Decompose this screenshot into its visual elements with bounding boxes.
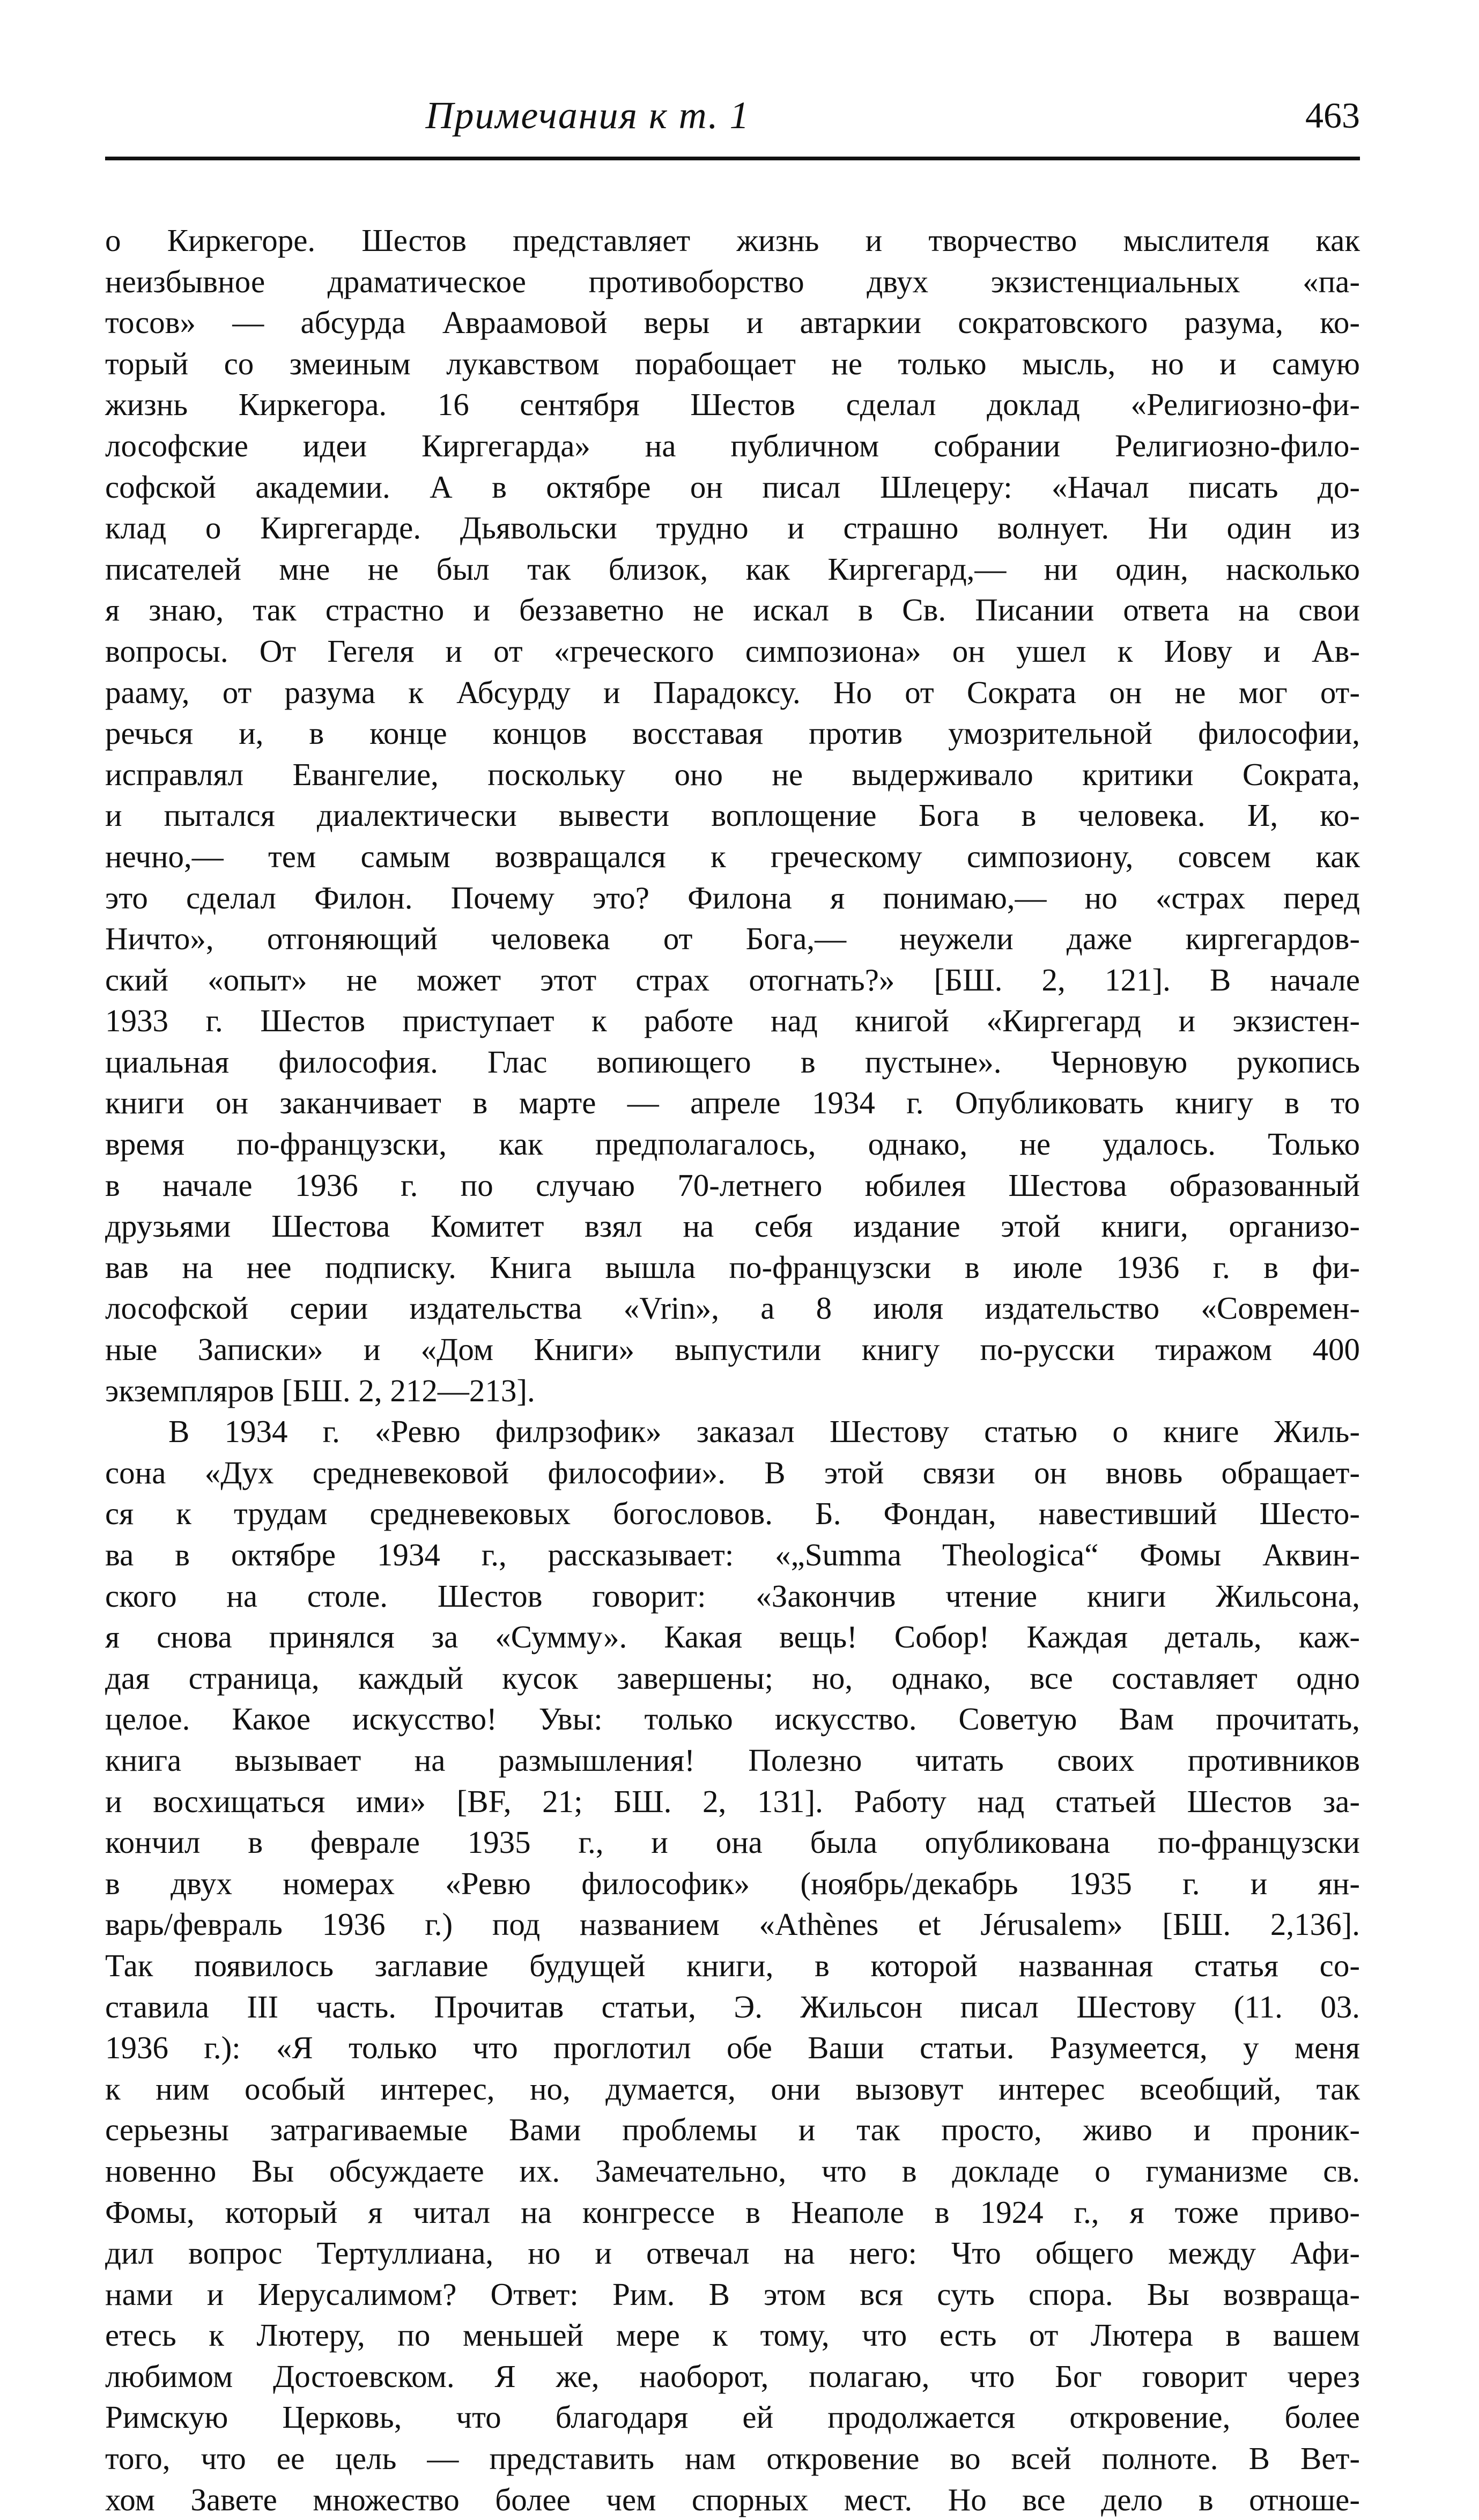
text-line: исправлял Евангелие, поскольку оно не выдерживало критики Сократа, bbox=[105, 756, 1360, 792]
text-line: софской академии. А в октябре он писал Шлецеру: «Начал писать до- bbox=[105, 469, 1360, 505]
text-line: нами и Иерусалимом? Ответ: Рим. В этом вся суть спора. Вы возвраща- bbox=[105, 2276, 1360, 2312]
text-line: ставила III часть. Прочитав статьи, Э. Жильсон писал Шестову (11. 03. bbox=[105, 1989, 1360, 2024]
text-line: я снова принялся за «Сумму». Какая вещь! Собор! Каждая деталь, каж- bbox=[105, 1619, 1360, 1655]
text-line: писателей мне не был так близок, как Киргегард,— ни один, насколько bbox=[105, 551, 1360, 587]
text-line: в начале 1936 г. по случаю 70-летнего юбилея Шестова образованный bbox=[105, 1167, 1360, 1203]
text-line: рааму, от разума к Абсурду и Парадоксу. Но от Сократа он не мог от- bbox=[105, 674, 1360, 710]
text-line: и пытался диалектически вывести воплощение Бога в человека. И, ко- bbox=[105, 797, 1360, 833]
text-line: Ничто», отгоняющий человека от Бога,— неужели даже киргегардов- bbox=[105, 921, 1360, 957]
text-line: ский «опыт» не может этот страх отогнать?» [БШ. 2, 121]. В начале bbox=[105, 962, 1360, 997]
paragraph-end-line: экземпляров [БШ. 2, 212—213]. bbox=[105, 1372, 535, 1408]
text-line: книга вызывает на размышления! Полезно читать своих противников bbox=[105, 1742, 1360, 1778]
text-line: ского на столе. Шестов говорит: «Закончив чтение книги Жильсона, bbox=[105, 1578, 1360, 1614]
text-line: Римскую Церковь, что благодаря ей продолжается откровение, более bbox=[105, 2399, 1360, 2435]
text-line: варь/февраль 1936 г.) под названием «Athènes et Jérusalem» [БШ. 2,136]. bbox=[105, 1906, 1360, 1942]
text-line: неизбывное драматическое противоборство двух экзистенциальных «па- bbox=[105, 263, 1360, 299]
text-line: клад о Киргегарде. Дьявольски трудно и страшно волнует. Ни один из bbox=[105, 510, 1360, 546]
text-line: нечно,— тем самым возвращался к греческому симпозиону, совсем как bbox=[105, 838, 1360, 874]
text-line: к ним особый интерес, но, думается, они вызовут интерес всеобщий, так bbox=[105, 2071, 1360, 2107]
text-line: ва в октябре 1934 г., рассказывает: «„Summa Theologica“ Фомы Аквин- bbox=[105, 1537, 1360, 1572]
text-line: кончил в феврале 1935 г., и она была опубликована по-французски bbox=[105, 1824, 1360, 1860]
text-line: хом Завете множество более чем спорных мест. Но все дело в отноше- bbox=[105, 2481, 1360, 2517]
text-line: жизнь Киркегора. 16 сентября Шестов сделал доклад «Религиозно-фи- bbox=[105, 387, 1360, 423]
body-text bbox=[105, 220, 1360, 2520]
text-line: дил вопрос Тертуллиана, но и отвечал на него: Что общего между Афи- bbox=[105, 2235, 1360, 2271]
text-line: вав на нее подписку. Книга вышла по-французски в июле 1936 г. в фи- bbox=[105, 1249, 1360, 1285]
text-line: торый со змеиным лукавством порабощает не только мысль, но и самую bbox=[105, 345, 1360, 381]
text-line: циальная философия. Глас вопиющего в пустыне». Черновую рукопись bbox=[105, 1044, 1360, 1080]
text-line: книги он заканчивает в марте — апреле 1934 г. Опубликовать книгу в то bbox=[105, 1085, 1360, 1121]
text-line: Фомы, который я читал на конгрессе в Неаполе в 1924 г., я тоже приво- bbox=[105, 2194, 1360, 2230]
paragraph-start-line: В 1934 г. «Ревю филрзофик» заказал Шестову статью о книге Жиль- bbox=[168, 1414, 1360, 1450]
text-line: время по-французски, как предполагалось, однако, не удалось. Только bbox=[105, 1126, 1360, 1162]
text-line: лософской серии издательства «Vrin», а 8 июля издательство «Современ- bbox=[105, 1290, 1360, 1326]
running-head-title: Примечания к т. 1 bbox=[425, 94, 750, 137]
text-line: и восхищаться ими» [BF, 21; БШ. 2, 131]. Работу над статьей Шестов за- bbox=[105, 1783, 1360, 1819]
text-line: друзьями Шестова Комитет взял на себя издание этой книги, организо- bbox=[105, 1208, 1360, 1244]
text-line: того, что ее цель — представить нам откровение во всей полноте. В Вет- bbox=[105, 2441, 1360, 2477]
header-rule bbox=[105, 157, 1360, 160]
text-line: я знаю, так страстно и беззаветно не искал в Св. Писании ответа на свои bbox=[105, 592, 1360, 628]
text-line: дая страница, каждый кусок завершены; но, однако, все составляет одно bbox=[105, 1660, 1360, 1696]
text-line: лософские идеи Киргегарда» на публичном собрании Религиозно-фило- bbox=[105, 427, 1360, 463]
text-line: речься и, в конце концов восставая против умозрительной философии, bbox=[105, 715, 1360, 751]
text-line: любимом Достоевском. Я же, наоборот, полагаю, что Бог говорит через bbox=[105, 2358, 1360, 2394]
page-number: 463 bbox=[1305, 95, 1360, 136]
running-head bbox=[105, 86, 1360, 145]
text-line: ся к трудам средневековых богословов. Б. Фондан, навестивший Шесто- bbox=[105, 1496, 1360, 1532]
text-line: вопросы. От Гегеля и от «греческого симпозиона» он ушел к Иову и Ав- bbox=[105, 633, 1360, 669]
text-line: етесь к Лютеру, по меньшей мере к тому, что есть от Лютера в вашем bbox=[105, 2317, 1360, 2353]
text-line: 1936 г.): «Я только что проглотил обе Ваши статьи. Разумеется, у меня bbox=[105, 2030, 1360, 2066]
text-line: целое. Какое искусство! Увы: только искусство. Советую Вам прочитать, bbox=[105, 1701, 1360, 1737]
text-line: Так появилось заглавие будущей книги, в которой названная статья со- bbox=[105, 1947, 1360, 1983]
text-line: 1933 г. Шестов приступает к работе над книгой «Киргегард и экзистен- bbox=[105, 1003, 1360, 1039]
text-line: тосов» — абсурда Авраамовой веры и автаркии сократовского разума, ко- bbox=[105, 305, 1360, 341]
text-line: новенно Вы обсуждаете их. Замечательно, что в докладе о гуманизме св. bbox=[105, 2153, 1360, 2189]
text-line: сона «Дух средневековой философии». В этой связи он вновь обращает- bbox=[105, 1454, 1360, 1490]
text-line: в двух номерах «Ревю философик» (ноябрь/декабрь 1935 г. и ян- bbox=[105, 1865, 1360, 1901]
text-line: серьезны затрагиваемые Вами проблемы и так просто, живо и проник- bbox=[105, 2112, 1360, 2148]
text-line: о Киркегоре. Шестов представляет жизнь и творчество мыслителя как bbox=[105, 223, 1360, 258]
text-line: это сделал Филон. Почему это? Филона я понимаю,— но «страх перед bbox=[105, 880, 1360, 915]
text-line: ные Записки» и «Дом Книги» выпустили книгу по-русски тиражом 400 bbox=[105, 1332, 1360, 1368]
